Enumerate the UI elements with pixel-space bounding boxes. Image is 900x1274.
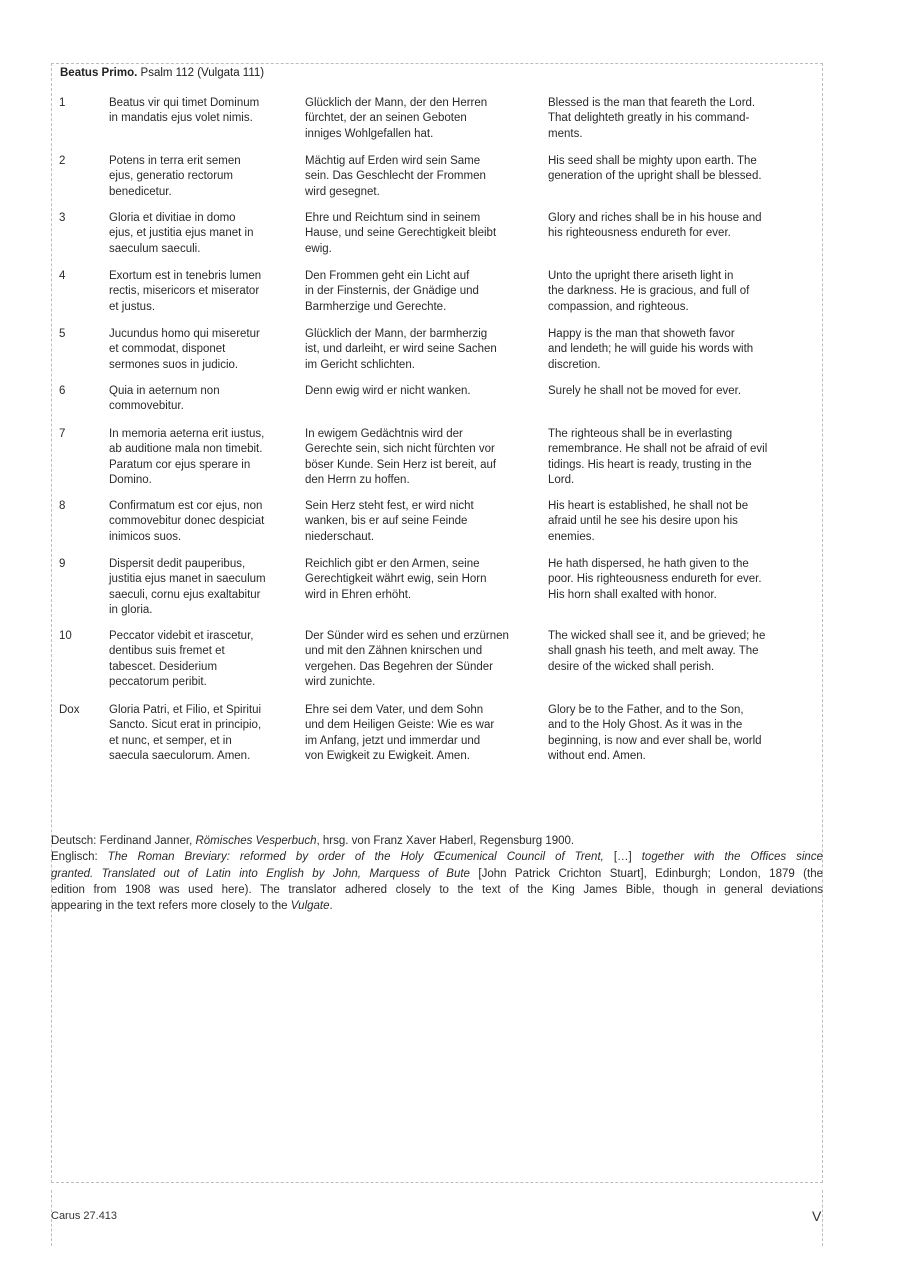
- german-text: [305, 211, 535, 257]
- english-text-line: His heart is established, he shall not be: [548, 500, 749, 512]
- german-text: [305, 96, 535, 142]
- german-text-line: Barmherzige und Gerechte.: [305, 300, 447, 313]
- english-text-line: The wicked shall see it, and be grieved; he: [548, 630, 766, 642]
- german-text-line: im Gericht schlichten.: [305, 358, 415, 371]
- latin-text-line: saeculum saeculi.: [109, 242, 201, 255]
- latin-text-line: Beatus vir qui timet Dominum: [109, 97, 260, 109]
- english-text-line: His seed shall be mighty upon earth. The: [548, 155, 757, 167]
- english-text-line: his righteousness endureth for ever.: [548, 227, 731, 240]
- english-text-line: Unto the upright there ariseth light in: [548, 270, 734, 282]
- latin-text-line: tabescet. Desiderium: [109, 660, 218, 673]
- note-englisch-line-4: appearing in the text refers more closely to the Vulgate.: [51, 900, 333, 913]
- english-text-line: beginning, is now and ever shall be, world: [548, 734, 762, 747]
- page-number: V: [812, 1208, 822, 1224]
- latin-text-line: dentibus suis fremet et: [109, 645, 225, 658]
- english-text-line: Glory be to the Father, and to the Son,: [548, 704, 744, 716]
- footer-guide-right: [822, 1190, 823, 1246]
- english-text: [548, 557, 810, 603]
- english-text: [548, 327, 810, 373]
- german-text-line: Der Sünder wird es sehen und erzürnen: [305, 630, 509, 642]
- latin-text-line: inimicos suos.: [109, 530, 182, 543]
- german-text-line: wird zunichte.: [305, 676, 376, 689]
- english-text-line: Lord.: [548, 474, 575, 487]
- latin-text-line: Confirmatum est cor ejus, non: [109, 500, 263, 512]
- note-englisch-line-3: edition from 1908 was used here). The translator adhered closely to the text of the King James Bible, though in general deviations: [51, 883, 823, 896]
- latin-text-line: et commodat, disponet: [109, 343, 226, 356]
- verse-number: 10: [59, 630, 72, 642]
- psalm-title: Beatus Primo.: [60, 67, 138, 79]
- german-text-line: Ehre und Reichtum sind in seinem: [305, 212, 481, 224]
- english-text-line: and lendeth; he will guide his words with: [548, 343, 754, 356]
- latin-text-line: commovebitur donec despiciat: [109, 515, 265, 528]
- latin-text: [109, 629, 294, 691]
- verse-number: 7: [59, 428, 66, 440]
- german-text-line: Glücklich der Mann, der den Herren: [305, 97, 488, 109]
- english-text-line: His horn shall exalted with honor.: [548, 588, 717, 601]
- note-englisch-line-1: Englisch: The Roman Breviary: reformed by order of the Holy Œcumenical Council of Trent, […] together with the Offices since: [51, 851, 823, 864]
- german-text: [305, 557, 535, 603]
- german-text: [305, 384, 535, 399]
- latin-text: [109, 327, 294, 373]
- german-text-line: Reichlich gibt er den Armen, seine: [305, 558, 480, 570]
- latin-text-line: Gloria et divitiae in domo: [109, 212, 236, 224]
- psalm-heading: [60, 67, 264, 79]
- english-text-line: Glory and riches shall be in his house and: [548, 212, 762, 224]
- latin-text-line: Quia in aeternum non: [109, 385, 220, 397]
- latin-text-line: ejus, generatio rectorum: [109, 170, 234, 183]
- latin-text: [109, 211, 294, 257]
- latin-text-line: ab auditione mala non timebit.: [109, 443, 263, 456]
- latin-text-line: saeculi, cornu ejus exaltabitur: [109, 588, 261, 601]
- german-text-line: den Herrn zu hoffen.: [305, 474, 410, 487]
- english-text-line: compassion, and righteous.: [548, 300, 689, 313]
- verse-number: 3: [59, 212, 66, 224]
- german-text-line: und dem Heiligen Geiste: Wie es war: [305, 719, 495, 732]
- german-text-line: Ehre sei dem Vater, und dem Sohn: [305, 704, 484, 716]
- german-text: [305, 629, 535, 691]
- latin-text-line: peccatorum peribit.: [109, 676, 207, 689]
- german-text-line: Den Frommen geht ein Licht auf: [305, 270, 470, 282]
- german-text-line: niederschaut.: [305, 530, 375, 543]
- german-text-line: böser Kunde. Sein Herz ist bereit, auf: [305, 458, 497, 471]
- english-text-line: poor. His righteousness endureth for ever.: [548, 573, 762, 586]
- german-text-line: Gerechtigkeit währt ewig, sein Horn: [305, 573, 487, 586]
- english-text-line: remembrance. He shall not be afraid of evil: [548, 443, 768, 456]
- german-text-line: Gerechte sein, sich nicht fürchten vor: [305, 443, 495, 456]
- english-text-line: shall gnash his teeth, and melt away. The: [548, 645, 759, 658]
- english-text-line: discretion.: [548, 358, 601, 371]
- latin-text-line: Potens in terra erit semen: [109, 155, 241, 167]
- verse-number: 5: [59, 328, 66, 340]
- latin-text-line: Peccator videbit et irascetur,: [109, 630, 254, 642]
- german-text-line: in der Finsternis, der Gnädige und: [305, 285, 479, 298]
- english-text-line: Blessed is the man that feareth the Lord.: [548, 97, 756, 109]
- latin-text-line: et justus.: [109, 300, 156, 313]
- latin-text-line: Dispersit dedit pauperibus,: [109, 558, 246, 570]
- german-text-line: ewig.: [305, 242, 332, 255]
- catalog-number: Carus 27.413: [51, 1210, 118, 1222]
- verse-number: 9: [59, 558, 66, 570]
- german-text-line: sein. Das Geschlecht der Frommen: [305, 170, 486, 183]
- latin-text-line: Paratum cor ejus sperare in: [109, 458, 251, 471]
- latin-text: [109, 384, 294, 415]
- german-text: [305, 269, 535, 315]
- latin-text: [109, 703, 294, 765]
- german-text: [305, 427, 535, 489]
- psalm-reference: Psalm 112 (Vulgata 111): [140, 67, 265, 79]
- german-text-line: Denn ewig wird er nicht wanken.: [305, 385, 471, 397]
- english-text-line: the darkness. He is gracious, and full of: [548, 285, 750, 298]
- english-text: [548, 211, 810, 242]
- latin-text-line: Jucundus homo qui miseretur: [109, 328, 260, 340]
- latin-text: [109, 154, 294, 200]
- latin-text-line: rectis, misericors et miserator: [109, 285, 260, 298]
- english-text: [548, 384, 810, 399]
- german-text-line: und mit den Zähnen knirschen und: [305, 645, 483, 658]
- english-text-line: desire of the wicked shall perish.: [548, 660, 715, 673]
- german-text-line: Glücklich der Mann, der barmherzig: [305, 328, 488, 340]
- german-text-line: Sein Herz steht fest, er wird nicht: [305, 500, 474, 512]
- note-deutsch: Deutsch: Ferdinand Janner, Römisches Vesperbuch, hrsg. von Franz Xaver Haberl, Regensburg 1900.: [51, 835, 575, 847]
- german-text-line: fürchtet, der an seinen Geboten: [305, 112, 467, 125]
- english-text-line: That delighteth greatly in his command-: [548, 112, 750, 125]
- latin-text: [109, 96, 294, 127]
- english-text-line: He hath dispersed, he hath given to the: [548, 558, 749, 570]
- english-text-line: afraid until he see his desire upon his: [548, 515, 738, 528]
- english-text: [548, 499, 810, 545]
- english-text: [548, 703, 810, 765]
- english-text: [548, 96, 810, 142]
- german-text: [305, 154, 535, 200]
- english-text-line: Surely he shall not be moved for ever.: [548, 385, 742, 397]
- english-text-line: enemies.: [548, 530, 595, 543]
- latin-text: [109, 499, 294, 545]
- latin-text-line: in mandatis ejus volet nimis.: [109, 112, 253, 125]
- verse-number: 1: [59, 97, 66, 109]
- latin-text-line: Domino.: [109, 474, 152, 487]
- verse-number: Dox: [59, 704, 80, 716]
- latin-text-line: Sancto. Sicut erat in principio,: [109, 719, 262, 732]
- latin-text: [109, 427, 294, 489]
- german-text-line: wird in Ehren erhöht.: [305, 588, 412, 601]
- verse-number: 8: [59, 500, 66, 512]
- german-text-line: wanken, bis er auf seine Feinde: [305, 515, 468, 528]
- latin-text-line: commovebitur.: [109, 400, 184, 413]
- german-text-line: In ewigem Gedächtnis wird der: [305, 428, 463, 440]
- latin-text-line: Gloria Patri, et Filio, et Spiritui: [109, 704, 262, 716]
- latin-text-line: Exortum est in tenebris lumen: [109, 270, 262, 282]
- german-text-line: inniges Wohlgefallen hat.: [305, 127, 434, 140]
- english-text-line: The righteous shall be in everlasting: [548, 428, 733, 440]
- latin-text-line: ejus, et justitia ejus manet in: [109, 227, 254, 240]
- verse-number: 2: [59, 155, 66, 167]
- note-englisch-line-2: granted. Translated out of Latin into English by John, Marquess of Bute [John Patrick Crichton Stuart], Edinburgh; London, 1879 (the: [51, 867, 823, 880]
- latin-text-line: In memoria aeterna erit iustus,: [109, 428, 265, 440]
- english-text-line: ments.: [548, 127, 583, 140]
- english-text: [548, 154, 810, 185]
- latin-text-line: in gloria.: [109, 604, 153, 617]
- latin-text-line: saecula saeculorum. Amen.: [109, 750, 251, 763]
- english-text-line: and to the Holy Ghost. As it was in the: [548, 719, 743, 732]
- english-text: [548, 269, 810, 315]
- latin-text-line: sermones suos in judicio.: [109, 358, 239, 371]
- english-text: [548, 427, 810, 489]
- german-text: [305, 327, 535, 373]
- latin-text-line: benedicetur.: [109, 185, 172, 198]
- german-text-line: im Anfang, jetzt und immerdar und: [305, 734, 481, 747]
- latin-text: [109, 269, 294, 315]
- german-text-line: vergehen. Das Begehren der Sünder: [305, 660, 493, 673]
- latin-text-line: justitia ejus manet in saeculum: [109, 573, 266, 586]
- verse-number: 4: [59, 270, 66, 282]
- latin-text-line: et nunc, et semper, et in: [109, 734, 232, 747]
- verse-number: 6: [59, 385, 66, 397]
- english-text: [548, 629, 810, 675]
- german-text-line: Mächtig auf Erden wird sein Same: [305, 155, 481, 167]
- english-text-line: Happy is the man that showeth favor: [548, 328, 735, 340]
- german-text-line: wird gesegnet.: [305, 185, 380, 198]
- german-text-line: ist, und darleiht, er wird seine Sachen: [305, 343, 497, 356]
- translation-notes: [51, 833, 823, 914]
- latin-text: [109, 557, 294, 619]
- english-text-line: tidings. His heart is ready, trusting in the: [548, 458, 752, 471]
- german-text: [305, 499, 535, 545]
- german-text-line: von Ewigkeit zu Ewigkeit. Amen.: [305, 750, 470, 763]
- english-text-line: without end. Amen.: [548, 750, 646, 763]
- german-text: [305, 703, 535, 765]
- german-text-line: Hause, und seine Gerechtigkeit bleibt: [305, 227, 497, 240]
- english-text-line: generation of the upright shall be blessed.: [548, 170, 762, 183]
